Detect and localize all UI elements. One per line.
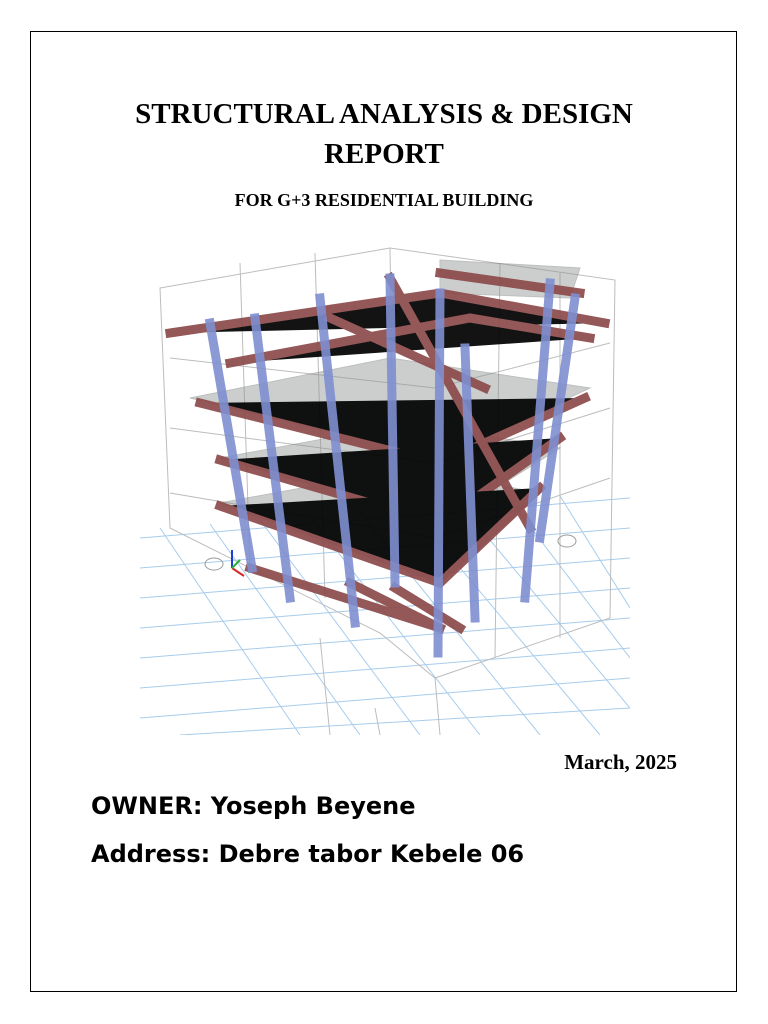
report-subtitle: FOR G+3 RESIDENTIAL BUILDING <box>234 190 534 210</box>
owner-name: Yoseph Beyene <box>210 792 416 820</box>
building-frame-icon <box>140 238 630 735</box>
report-title-line1: STRUCTURAL ANALYSIS & DESIGN <box>135 98 633 130</box>
structural-model-figure <box>140 238 630 735</box>
address-line <box>91 839 524 869</box>
report-title-line2: REPORT <box>324 138 444 170</box>
address-value: Debre tabor Kebele 06 <box>218 840 525 868</box>
report-title <box>0 94 768 174</box>
owner-line <box>91 791 416 821</box>
address-label: Address: <box>91 840 211 868</box>
owner-label: OWNER: <box>91 792 203 820</box>
report-date: March, 2025 <box>564 750 677 774</box>
